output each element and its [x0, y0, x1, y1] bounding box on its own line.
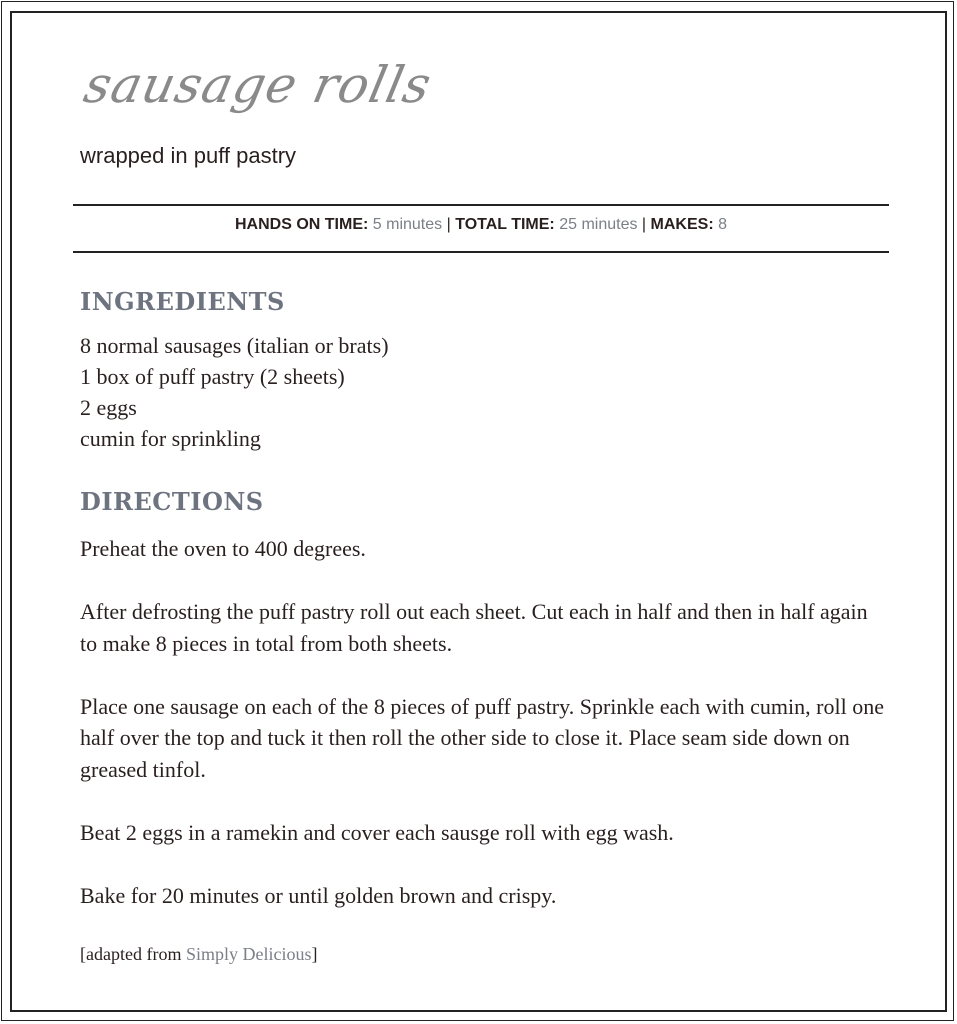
direction-step: After defrosting the puff pastry roll out each sheet. Cut each in half and then in half again to make 8 pieces in total from both sheets.: [80, 599, 868, 656]
total-time-value: 25 minutes: [559, 216, 638, 233]
meta-divider-bottom: [73, 251, 889, 253]
attribution: [80, 944, 317, 965]
meta-separator: |: [641, 216, 647, 233]
hands-on-time-value: 5 minutes: [372, 216, 443, 233]
recipe-title: sausage rolls: [79, 56, 437, 114]
attribution-prefix: [adapted from: [80, 944, 186, 964]
direction-step: Bake for 20 minutes or until golden brown and crispy.: [80, 882, 557, 908]
ingredient-item: 1 box of puff pastry (2 sheets): [80, 364, 345, 389]
direction-step: Preheat the oven to 400 degrees.: [80, 536, 366, 561]
total-time-label: TOTAL TIME:: [455, 216, 555, 233]
direction-step: Beat 2 eggs in a ramekin and cover each sausge roll with egg wash.: [80, 819, 674, 845]
makes-label: MAKES:: [650, 216, 714, 233]
ingredients-heading: INGREDIENTS: [80, 287, 285, 316]
attribution-suffix: ]: [311, 944, 318, 964]
meta-divider-top: [73, 204, 889, 206]
direction-step: Place one sausage on each of the 8 pieces of puff pastry. Sprinkle each with cumin, roll one half over the top and tuck it then roll the other side to close it. Place seam side down on greased tinfol.: [80, 693, 884, 782]
hands-on-time-label: HANDS ON TIME:: [234, 216, 369, 233]
ingredients-list: [80, 330, 389, 454]
ingredient-item: cumin for sprinkling: [80, 426, 261, 451]
makes-value: 8: [718, 216, 727, 233]
ingredient-item: 2 eggs: [80, 395, 137, 420]
directions-heading: DIRECTIONS: [80, 487, 264, 516]
ingredient-item: 8 normal sausages (italian or brats): [80, 333, 389, 358]
source-link[interactable]: Simply Delicious: [185, 944, 312, 964]
meta-separator: |: [446, 216, 451, 233]
recipe-subtitle: wrapped in puff pastry: [80, 143, 297, 168]
directions-body: [80, 533, 890, 943]
recipe-meta-bar: [73, 216, 889, 234]
